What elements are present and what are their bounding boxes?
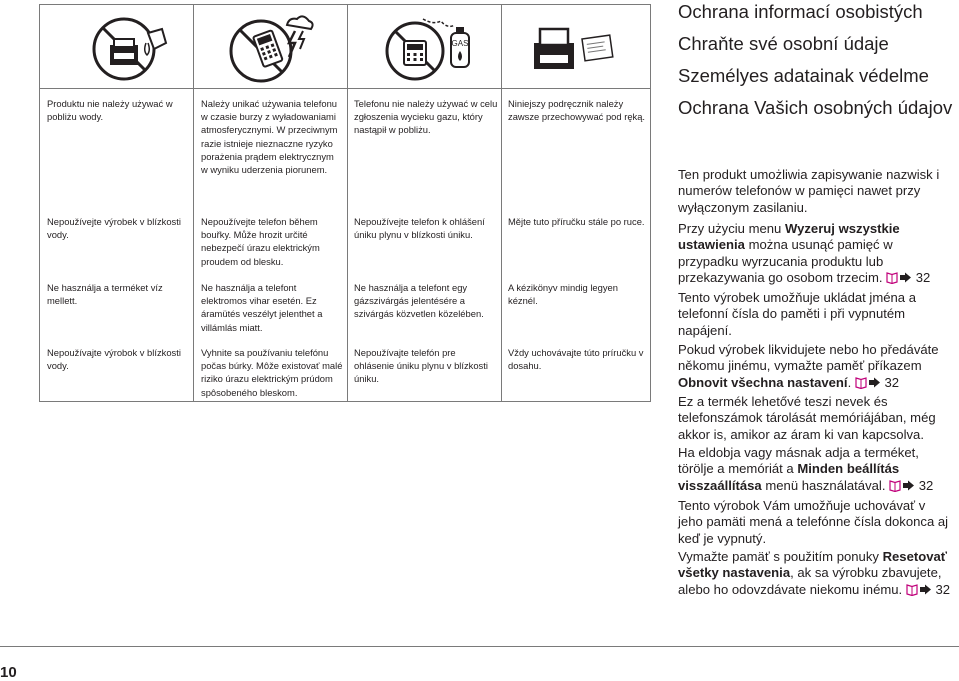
paragraph-text: Ten produkt umożliwia zapisywanie nazwisk i numerów telefonów w pamięci nawet przy wyłączonym zasilaniu.: [678, 167, 940, 215]
section-title-pl: Ochrana informací osobistých: [678, 1, 923, 22]
gas-label: GAS: [451, 39, 469, 48]
menu-item-name: Minden beállítás visszaállítása: [678, 461, 900, 493]
paragraph: [678, 290, 953, 339]
paragraph-text: Ez a termék lehetővé teszi nevek és telefonszámok tárolását memóriájában, még akkor is, amikor az áram ki van kapcsolva.: [678, 394, 936, 442]
cell-col3-pl: Telefonu nie należy używać w celu zgłoszenia wycieku gazu, który nastąpił w pobliżu.: [354, 98, 498, 136]
paragraph-text: Ha eldobja vagy másnak adja a terméket, törölje a memóriát a: [678, 445, 919, 477]
book-arrow-icon: [889, 479, 915, 492]
column-divider: [501, 5, 502, 401]
menu-item-name: Wyzeruj wszystkie ustawienia: [678, 221, 900, 253]
book-arrow-icon: [886, 271, 912, 284]
book-arrow-icon: [906, 583, 932, 596]
paragraph-text: Tento výrobek umožňuje ukládat jména a telefonní čísla do paměti i při vypnutém napájení.: [678, 290, 917, 338]
paragraph: [678, 394, 953, 443]
section-title-hu: Személyes adatainak védelme: [678, 65, 929, 86]
page-reference[interactable]: [906, 582, 950, 597]
section-title-cs: Chraňte své osobní údaje: [678, 33, 889, 54]
page-reference[interactable]: [855, 375, 899, 390]
cell-col2-hu: Ne használja a telefont elektromos vihar esetén. Ez áramütés veszélyt jelenthet a villámlás miatt.: [201, 282, 323, 333]
paragraph: [678, 445, 953, 494]
paragraph-text: , ak sa výrobku zbavujete, alebo ho odovzdávate niekomu inému.: [678, 565, 942, 597]
no-phone-near-gas-leak-icon: [385, 13, 475, 85]
paragraph-text: Vymažte pamäť s použitím ponuky: [678, 549, 883, 564]
book-arrow-icon: [855, 376, 881, 389]
paragraph-text: można usunąć pamięć w przypadku wyrzucania produktu lub przekazywania go osobom trzecim.: [678, 237, 893, 285]
cell-col2-pl: Należy unikać używania telefonu w czasie burzy z wyładowaniami atmosferycznymi. W przeciwnym razie istnieje nieznaczne ryzyko porażenia prądem elektrycznym w wyniku uderzenia piorunem.: [201, 98, 338, 176]
page-reference-number[interactable]: 32: [912, 269, 931, 285]
cell-col3-hu: Ne használja a telefont egy gázszivárgás jelentésére a szivárgás közvetlen közelében.: [354, 282, 484, 320]
paragraph-text: Pokud výrobek likvidujete nebo ho předáváte někomu jinému, vymažte paměť příkazem: [678, 342, 939, 374]
paragraph-text: .: [847, 374, 855, 390]
cell-col2-cs: Nepoužívejte telefon během bouřky. Může hrozit určité nebezpečí úrazu elektrickým proudem od blesku.: [201, 216, 320, 267]
page-number: 10: [0, 664, 17, 681]
cell-col3-sk: Nepoužívajte telefón pre ohlásenie úniku plynu v blízkosti úniku.: [354, 347, 488, 385]
paragraph-text: Przy użyciu menu: [678, 221, 785, 236]
cell-col3-cs: Nepoužívejte telefon k ohlášení úniku plynu v blízkosti úniku.: [354, 216, 485, 241]
no-fluid-near-printer-icon: [90, 13, 170, 85]
cell-col4-hu: A kézikönyv mindig legyen kéznél.: [508, 282, 618, 307]
cell-col1-hu: Ne használja a terméket víz mellett.: [47, 282, 163, 307]
paragraph: [678, 498, 953, 547]
page-reference-number[interactable]: 32: [931, 581, 951, 597]
page-reference-number[interactable]: 32: [915, 477, 934, 493]
paragraph: [678, 167, 953, 216]
menu-item-name: Resetovať všetky nastavenia: [678, 549, 948, 581]
cell-col2-sk: Vyhnite sa používaniu telefónu počas búrky. Môže existovať malé riziko úrazu elektrickým prúdom spôsobeného bleskom.: [201, 347, 343, 398]
paragraph: [678, 342, 953, 391]
cell-col1-sk: Nepoužívajte výrobok v blízkosti vody.: [47, 347, 181, 372]
paragraph-text: menü használatával.: [761, 477, 890, 493]
menu-item-name: Obnovit všechna nastavení: [678, 374, 848, 390]
paragraph: [678, 221, 953, 286]
header-divider: [40, 88, 650, 89]
keep-manual-handy-icon: [520, 13, 620, 85]
page-reference[interactable]: [889, 478, 933, 493]
cell-col4-sk: Vždy uchovávajte túto príručku v dosahu.: [508, 347, 644, 372]
no-phone-during-lightning-icon: [225, 13, 315, 85]
cell-col4-cs: Mějte tuto příručku stále po ruce.: [508, 216, 645, 227]
section-title-sk: Ochrana Vašich osobných údajov: [678, 97, 953, 118]
page-reference-number[interactable]: 32: [880, 374, 900, 390]
cell-col4-pl: Niniejszy podręcznik należy zawsze przechowywać pod ręką.: [508, 98, 646, 123]
column-divider: [193, 5, 194, 401]
page-reference[interactable]: [886, 270, 930, 285]
page-bottom-rule: [0, 646, 959, 647]
column-divider: [347, 5, 348, 401]
paragraph: [678, 549, 953, 598]
safety-table: [39, 4, 651, 402]
cell-col1-cs: Nepoužívejte výrobek v blízkosti vody.: [47, 216, 181, 241]
paragraph-text: Tento výrobok Vám umožňuje uchovávať v jeho pamäti mená a telefónne čísla dokonca aj keď je vypnutý.: [678, 498, 949, 546]
cell-col1-pl: Produktu nie należy używać w pobliżu wody.: [47, 98, 173, 123]
